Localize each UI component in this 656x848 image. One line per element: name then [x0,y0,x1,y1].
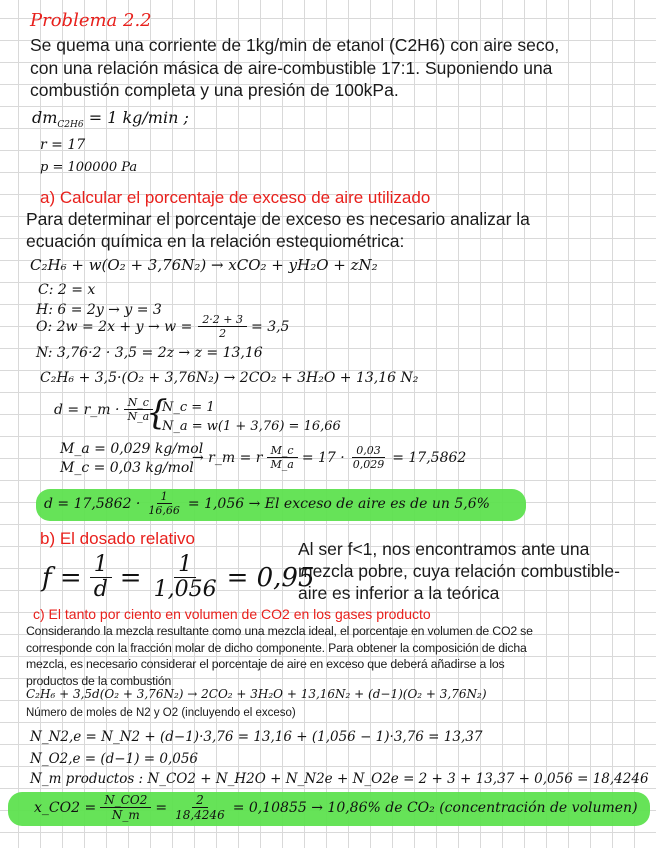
part-c-line: corresponde con la fracción molar de dicho componente. Para obtener la composición de dicha [26,640,527,655]
reaction-excess: C₂H₆ + 3,5d(O₂ + 3,76N₂) → 2CO₂ + 3H₂O + 13,16N₂ + (d−1)(O₂ + 3,76N₂) [26,687,487,701]
brace-line-na: N_a = w(1 + 3,76) = 16,66 [162,419,341,434]
intro-line: combustión completa y una presión de 100kPa. [30,80,399,100]
equation-carbon: C: 2 = x [38,282,96,298]
mass-flow-sub: C2H6 [57,120,84,131]
d-lhs: d = r_m · [54,401,120,418]
brace-lines [162,398,341,436]
w-frac-num: 2·2 + 3 [198,314,247,327]
explain-line: aire es inferior a la teórica [298,583,500,603]
co2-result [34,794,638,821]
rm-num-2: 0,03 [352,445,385,458]
hl-den: 16,66 [148,504,180,517]
final-num: N_CO2 [100,794,151,808]
part-a-heading: a) Calcular el porcentaje de exceso de aire utilizado [40,188,431,207]
f-eq: = [119,562,142,593]
givens-pressure: p = 100000 Pa [40,160,138,175]
hl-rhs: = 1,056 → El exceso de aire es de un 5,6% [187,495,490,512]
rm-result: = 17,5862 [392,449,467,466]
problem-title: Problema 2.2 [30,10,152,31]
f-den-2: 1,056 [153,577,217,602]
f-calc [42,554,315,601]
explain-line: mezcla pobre, cuya relación combustible- [298,561,620,581]
final-den: N_m [111,808,140,822]
explain-line: Al ser f<1, nos encontramos ante una [298,539,590,559]
moles-note: Número de moles de N2 y O2 (incluyendo el exceso) [26,707,296,719]
d-den: N_a [127,410,150,423]
f-den: d [93,577,108,602]
part-b-heading: b) El dosado relativo [40,529,195,548]
rm-calc [192,445,466,470]
molar-masses [60,440,203,478]
part-a-line: Para determinar el porcentaje de exceso es necesario analizar la [26,209,530,229]
w-frac-den: 2 [219,327,227,340]
f-num-2: 1 [174,554,196,578]
w-fraction [198,314,247,339]
part-b-explain [298,538,620,604]
oxygen-balance: O: 2w = 2x + y → w = [36,318,193,335]
moles-n2: N_N2,e = N_N2 + (d−1)·3,76 = 13,16 + (1,056 − 1)·3,76 = 13,37 [30,729,483,745]
rm-num: M_c [267,445,298,458]
f-num: 1 [90,554,112,578]
hl-num: 1 [157,491,172,504]
rm-fraction-2 [349,445,389,470]
part-a-text [26,208,530,252]
part-c-line: Considerando la mezcla resultante como una mezcla ideal, el porcentaje en volumen de CO2 se [26,624,533,638]
hl-fraction [144,491,184,516]
part-c-text [26,623,533,689]
w-result: = 3,5 [251,318,290,335]
equation-general: C₂H₆ + w(O₂ + 3,76N₂) → xCO₂ + yH₂O + zN₂ [30,256,378,274]
brace: { [146,393,168,433]
mass-flow-symbol: dm [32,108,58,127]
final-lhs: x_CO2 = [34,799,97,816]
excess-air-result [44,491,490,516]
rm-den-2: 0,029 [352,458,385,471]
f-fraction-2 [150,554,221,601]
final-rhs: = 0,10855 → 10,86% de CO₂ (concentración de volumen) [232,799,638,816]
f-fraction [90,554,112,601]
rm-mid: = 17 · [301,449,345,466]
part-c-line: productos de la combustión [26,673,172,688]
rm-den: M_a [270,458,294,471]
part-c-heading: c) El tanto por ciento en volumen de CO2 en los gases producto [33,606,431,622]
moles-total: N_m productos : N_CO2 + N_H2O + N_N2e + N_O2e = 2 + 3 + 13,37 + 0,056 = 18,4246 [30,771,649,787]
mass-flow-value: = 1 kg/min ; [88,108,189,127]
final-fraction [100,794,151,821]
brace-line-nc: N_c = 1 [162,400,215,415]
f-lhs: f = [42,562,82,593]
molar-mass-fuel: M_c = 0,03 kg/mol [60,460,194,476]
final-fraction-2 [171,794,229,821]
part-a-line: ecuación química en la relación estequiométrica: [26,231,405,251]
intro-line: Se quema una corriente de 1kg/min de etanol (C2H6) con aire seco, [30,35,560,55]
moles-o2: N_O2,e = (d−1) = 0,056 [30,751,199,767]
equation-nitrogen: N: 3,76·2 · 3,5 = 2z → z = 13,16 [36,345,263,361]
d-num: N_c [124,397,153,410]
d-definition [54,397,153,422]
givens-ratio: r = 17 [40,137,86,153]
equation-hydrogen: H: 6 = 2y → y = 3 [36,302,162,318]
part-c-line: mezcla, es necesario considerar el porcentaje de aire en exceso que deberá añadirse a los [26,657,505,671]
intro-line: con una relación másica de aire-combustible 17:1. Suponiendo una [30,57,553,78]
intro-text [30,34,559,102]
final-eq: = [155,799,168,816]
final-den-2: 18,4246 [175,808,225,822]
f-result: = 0,95 [226,562,315,593]
final-num-2: 2 [192,794,208,808]
rm-lhs: → r_m = r [192,449,263,466]
molar-mass-air: M_a = 0,029 kg/mol [60,441,204,457]
equation-stoich: C₂H₆ + 3,5·(O₂ + 3,76N₂) → 2CO₂ + 3H₂O + 13,16 N₂ [40,370,419,386]
equation-oxygen [36,314,289,339]
rm-fraction [266,445,297,470]
hl-lhs: d = 17,5862 · [44,495,141,512]
givens-mass-flow [32,108,189,130]
